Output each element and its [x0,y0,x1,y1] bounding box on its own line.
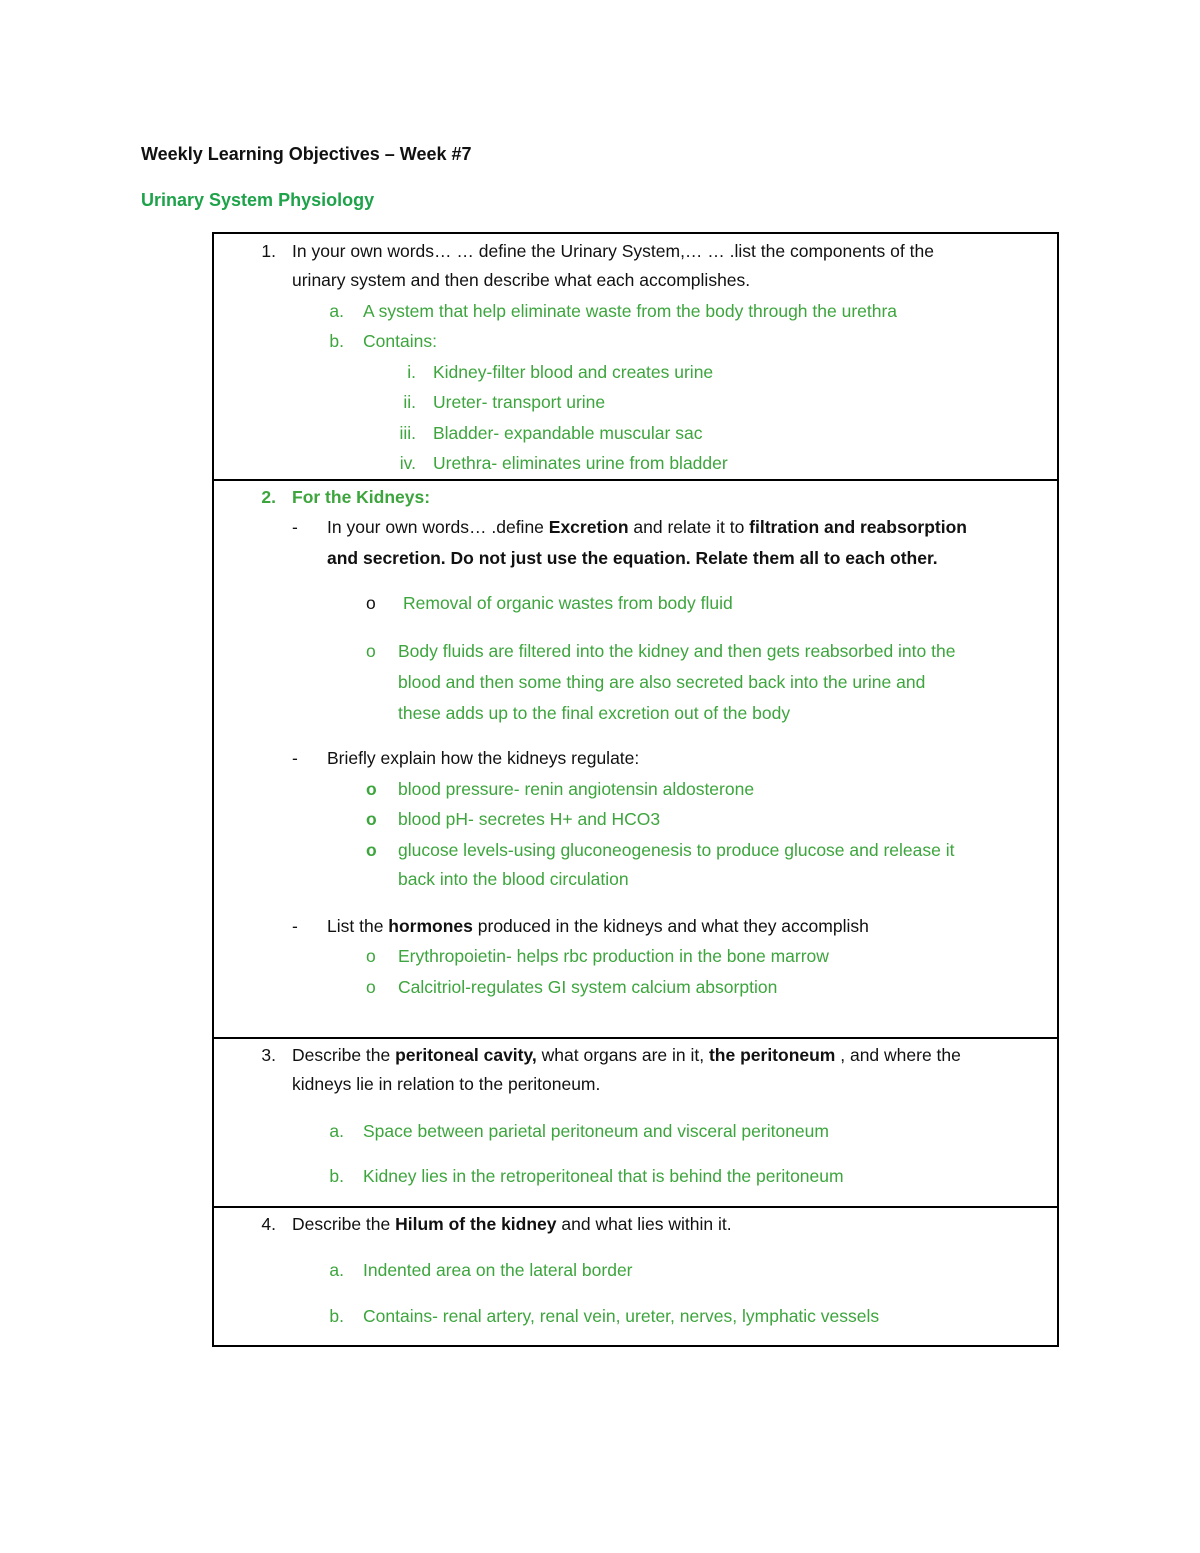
excretion-answer-1: Removal of organic wastes from body fluid [403,593,733,613]
objective-1-number: 1. [261,241,276,261]
regulate-glucose-line-2: back into the blood circulation [398,869,629,889]
answer-3a-marker: a. [329,1121,344,1141]
objective-1-question-line-2: urinary system and then describe what each accomplishes. [292,270,751,290]
answer-3a: Space between parietal peritoneum and visceral peritoneum [363,1121,829,1141]
objective-2-heading: For the Kidneys: [292,487,431,507]
answer-1b: Contains: [363,331,437,351]
regulate-glucose-line-1: glucose levels-using gluconeogenesis to produce glucose and release it [398,840,955,860]
excretion-question-line-2: and secretion. Do not just use the equation. Relate them all to each other. [327,548,938,568]
regulate-blood-ph: blood pH- secretes H+ and HCO3 [398,809,661,829]
excretion-answer-2-line-2: blood and then some thing are also secreted back into the urine and [398,672,926,692]
objectives-table [212,232,1059,1347]
circle-bullet: o [366,779,377,799]
sub-item-marker: iii. [399,423,416,443]
objective-4-number: 4. [261,1214,276,1234]
objective-1-question-line-1: In your own words… … define the Urinary System,… … .list the components of the [292,241,934,261]
objective-4-question: Describe the Hilum of the kidney and what lies within it. [292,1214,732,1234]
sub-item-ureter: Ureter- transport urine [433,392,606,412]
circle-bullet: o [366,946,376,966]
circle-bullet: o [366,641,376,661]
answer-4b: Contains- renal artery, renal vein, ureter, nerves, lymphatic vessels [363,1306,880,1326]
answer-3b: Kidney lies in the retroperitoneal that is behind the peritoneum [363,1166,844,1186]
excretion-answer-2-line-1: Body fluids are filtered into the kidney and then gets reabsorbed into the [398,641,956,661]
sub-item-kidney: Kidney-filter blood and creates urine [433,362,714,382]
hormone-erythropoietin: Erythropoietin- helps rbc production in the bone marrow [398,946,829,966]
answer-1a: A system that help eliminate waste from the body through the urethra [363,301,898,321]
answer-4a-marker: a. [329,1260,344,1280]
answer-4a: Indented area on the lateral border [363,1260,633,1280]
sub-item-bladder: Bladder- expandable muscular sac [433,423,703,443]
sub-item-urethra: Urethra- eliminates urine from bladder [433,453,728,473]
circle-bullet: o [366,809,377,829]
answer-1a-marker: a. [329,301,344,321]
excretion-answer-2-line-3: these adds up to the final excretion out of the body [398,703,791,723]
objective-4-cell [212,1206,1059,1347]
regulate-question: Briefly explain how the kidneys regulate: [327,748,640,768]
dash-bullet: - [292,916,298,936]
dash-bullet: - [292,748,298,768]
hormones-question: List the hormones produced in the kidneys and what they accomplish [327,916,869,936]
regulate-blood-pressure: blood pressure- renin angiotensin aldosterone [398,779,755,799]
objective-2-cell [212,479,1059,1037]
objective-2-number: 2. [261,487,276,507]
objective-3-question-line-1: Describe the peritoneal cavity, what organs are in it, the peritoneum , and where the [292,1045,961,1065]
objective-1-cell [212,232,1059,479]
objective-3-cell [212,1037,1059,1206]
page-title: Weekly Learning Objectives – Week #7 [141,144,472,164]
section-subtitle: Urinary System Physiology [141,190,375,210]
objective-3-number: 3. [261,1045,276,1065]
answer-4b-marker: b. [329,1306,344,1326]
excretion-question-line-1: In your own words… .define Excretion and relate it to filtration and reabsorption [327,517,967,537]
objective-3-question-line-2: kidneys lie in relation to the peritoneum. [292,1074,601,1094]
sub-item-marker: i. [407,362,416,382]
circle-bullet: o [366,977,376,997]
hormone-calcitriol: Calcitriol-regulates GI system calcium absorption [398,977,778,997]
circle-bullet: o [366,593,376,613]
circle-bullet: o [366,840,377,860]
sub-item-marker: iv. [399,453,416,473]
answer-3b-marker: b. [329,1166,344,1186]
sub-item-marker: ii. [403,392,416,412]
dash-bullet: - [292,517,298,537]
answer-1b-marker: b. [329,331,344,351]
